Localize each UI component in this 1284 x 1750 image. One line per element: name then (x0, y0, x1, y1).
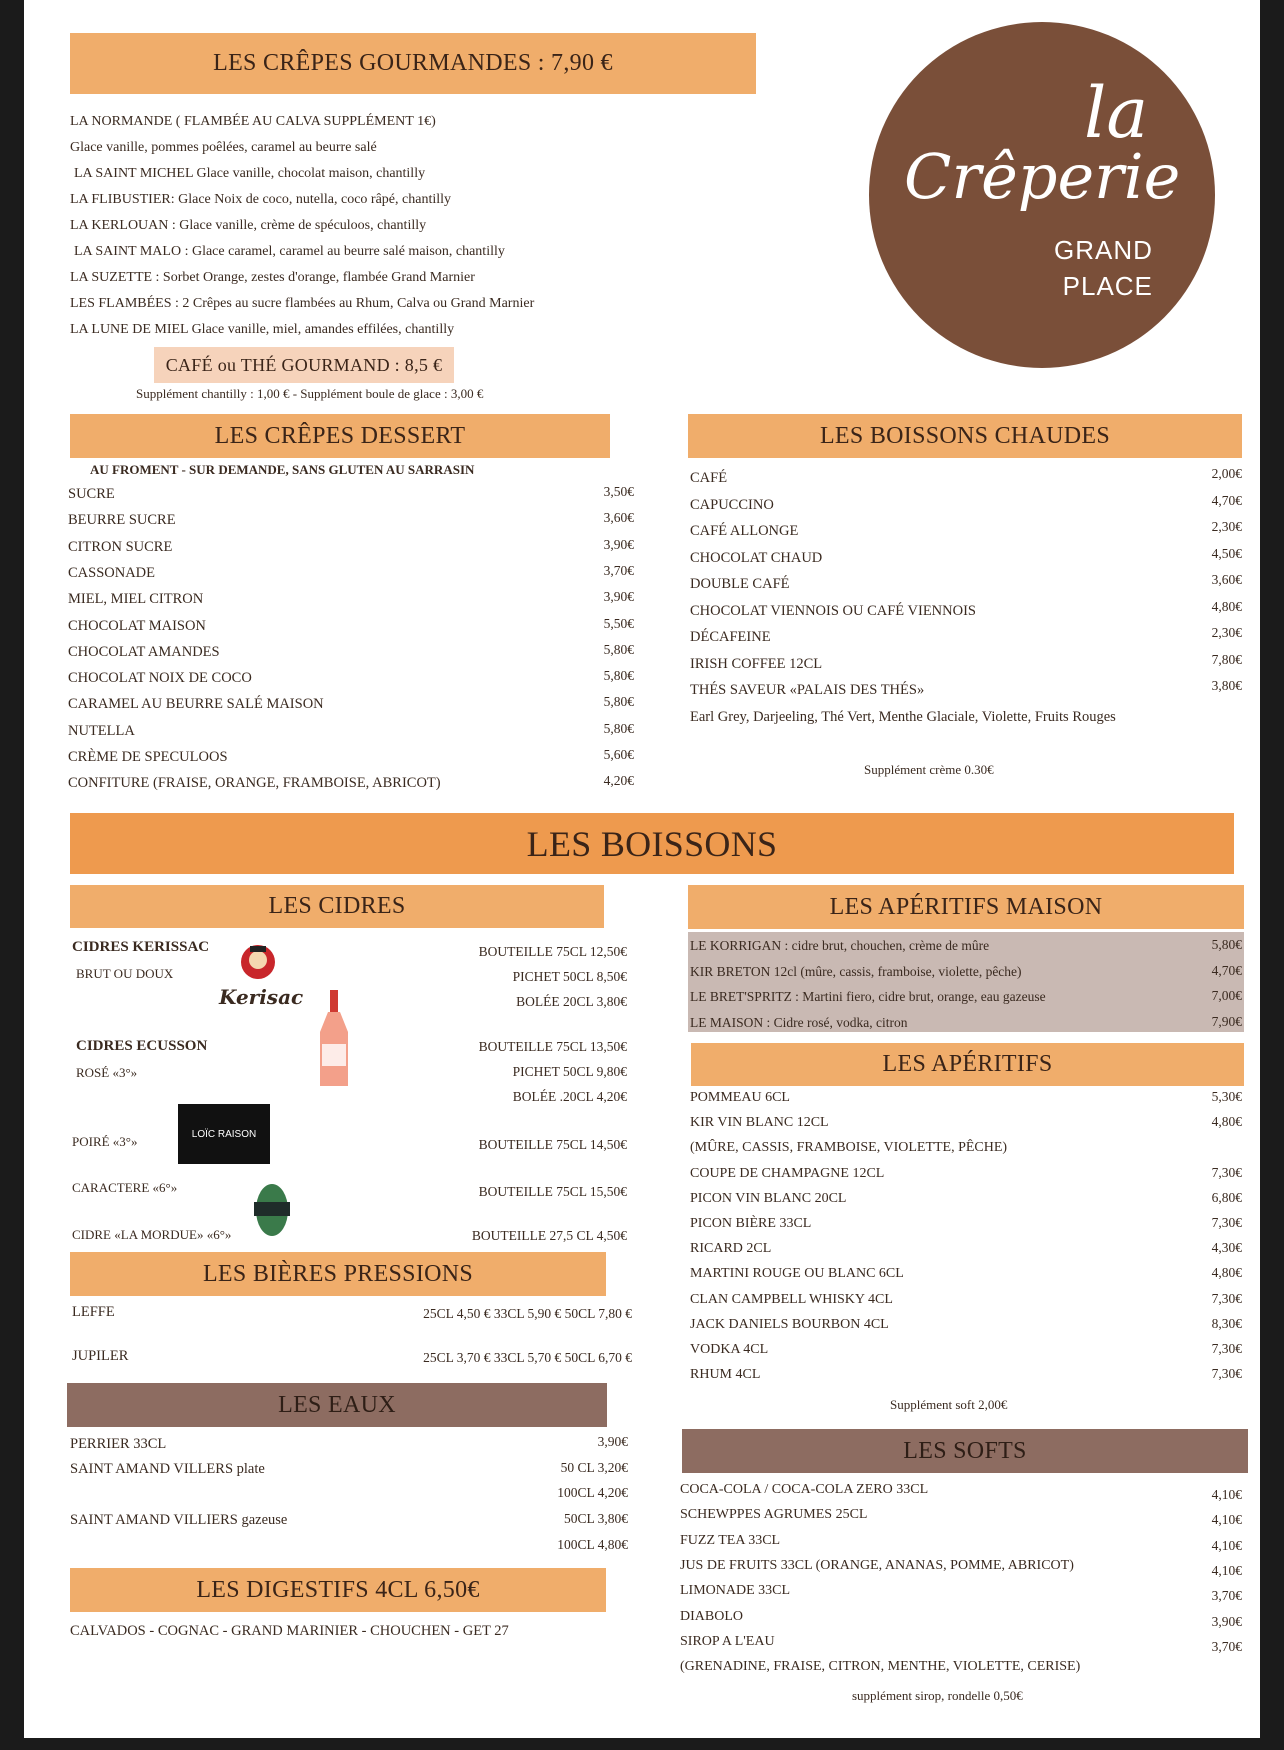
aperitif-item-price: 7,30€ (1211, 1290, 1242, 1306)
mordue-label: CIDRE «LA MORDUE» «6°» (72, 1227, 232, 1242)
ecusson-sub: ROSÉ «3°» (76, 1065, 138, 1080)
kerissac-price: BOLÉE 20CL 3,80€ (516, 994, 627, 1009)
chaudes-item-price: 7,80€ (1211, 651, 1242, 667)
ecusson-bottle-icon (316, 988, 352, 1090)
dessert-item-name: CHOCOLAT AMANDES (68, 643, 220, 660)
mordue-price: BOUTEILLE 27,5 CL 4,50€ (471, 1228, 627, 1243)
menu-page (24, 0, 1260, 1738)
dessert-item-name: SUCRE (68, 486, 115, 502)
maison-item-price: 7,90€ (1211, 1013, 1242, 1029)
gourmandes-item: LES FLAMBÉES : 2 Crêpes au sucre flambées au Rhum, Calva ou Grand Marnier (70, 296, 535, 311)
boissons-title: LES BOISSONS (70, 813, 1234, 874)
gourmandes-item: LA SUZETTE : Sorbet Orange, zestes d'orange, flambée Grand Marnier (70, 270, 475, 285)
loic-raison-logo (178, 1104, 270, 1164)
kerissac-price: BOUTEILLE 75CL 12,50€ (478, 944, 627, 959)
dessert-item-price: 3,90€ (603, 536, 634, 552)
softs-supplement: supplément sirop, rondelle 0,50€ (852, 1688, 1023, 1703)
kerissac-title: CIDRES KERISSAC (72, 939, 210, 955)
biere-price: 25CL 4,50 € 33CL 5,90 € 50CL 7,80 € (423, 1306, 632, 1321)
aperitif-item-price: 7,30€ (1211, 1366, 1242, 1382)
gourmandes-item: LA SAINT MICHEL Glace vanille, chocolat maison, chantilly (74, 166, 426, 181)
aperitif-item-name: RHUM 4CL (690, 1367, 761, 1383)
dessert-item-price: 3,70€ (603, 562, 634, 578)
perrier-price: 3,90€ (597, 1434, 628, 1449)
chaudes-item-name: CHOCOLAT VIENNOIS OU CAFÉ VIENNOIS (690, 602, 976, 619)
logo-grand-place (1054, 232, 1153, 304)
logo-creperie-text: Crêperie (904, 140, 1181, 213)
soft-item-price: 4,10€ (1211, 1537, 1242, 1553)
dessert-item-name: NUTELLA (68, 722, 135, 739)
aperitif-item-price: 7,30€ (1211, 1164, 1242, 1180)
dessert-item-price: 5,80€ (603, 668, 634, 684)
gourmandes-item: LA NORMANDE ( FLAMBÉE AU CALVA SUPPLÉMENT 1€) (70, 114, 436, 129)
chaudes-item-price: 4,50€ (1211, 545, 1242, 561)
dessert-item-price: 5,80€ (603, 641, 634, 657)
logo-la-text: la (1084, 72, 1149, 154)
kerissac-badge-icon (238, 940, 278, 984)
dessert-item-name: MIEL, MIEL CITRON (68, 591, 204, 608)
kerissac-price: PICHET 50CL 8,50€ (512, 969, 627, 984)
dessert-item-price: 5,80€ (603, 720, 634, 736)
gourmandes-title: LES CRÊPES GOURMANDES : 7,90 € (70, 33, 756, 94)
plate-price-50: 50 CL 3,20€ (560, 1460, 628, 1475)
softs-title: LES SOFTS (682, 1429, 1248, 1473)
ecusson-price: BOLÉE .20CL 4,20€ (512, 1089, 627, 1104)
gourmandes-item: LA LUNE DE MIEL Glace vanille, miel, amandes effilées, chantilly (70, 322, 455, 337)
ecusson-price: BOUTEILLE 75CL 13,50€ (478, 1039, 627, 1054)
soft-item-name: SIROP A L'EAU (680, 1633, 775, 1649)
aperitif-item-name: COUPE DE CHAMPAGNE 12CL (690, 1165, 885, 1181)
aperitif-item-price: 4,80€ (1211, 1265, 1242, 1281)
aperitif-item-price: 7,30€ (1211, 1215, 1242, 1230)
chaudes-item-price: 3,60€ (1211, 572, 1242, 587)
aperitif-item-price: 7,30€ (1211, 1341, 1242, 1356)
maison-item-price: 5,80€ (1211, 937, 1242, 952)
chaudes-item-name: CAFÉ ALLONGE (690, 523, 799, 539)
aperitif-item-name: MARTINI ROUGE OU BLANC 6CL (690, 1266, 904, 1282)
digestifs-list: CALVADOS - COGNAC - GRAND MARINIER - CHOUCHEN - GET 27 (70, 1623, 509, 1639)
chaudes-item-price: 4,80€ (1211, 598, 1242, 614)
chaudes-item-name: CAFÉ (690, 470, 728, 486)
dessert-item-price: 5,60€ (603, 747, 634, 762)
chaudes-supplement: Supplément crème 0.30€ (864, 762, 994, 777)
aperitif-item-price: 6,80€ (1211, 1189, 1242, 1205)
aperitif-item-name: VODKA 4CL (690, 1342, 769, 1357)
biere-price: 25CL 3,70 € 33CL 5,70 € 50CL 6,70 € (423, 1350, 632, 1365)
maison-item-name: LE KORRIGAN : cidre brut, chouchen, crème de mûre (690, 938, 990, 953)
gazeuse-price-50: 50CL 3,80€ (564, 1511, 628, 1526)
perrier-label: PERRIER 33CL (70, 1436, 167, 1452)
chaudes-item-name: DÉCAFEINE (690, 629, 771, 645)
biere-name: LEFFE (72, 1304, 115, 1320)
poire-price: BOUTEILLE 75CL 14,50€ (478, 1137, 627, 1152)
aperitif-item-name: PICON VIN BLANC 20CL (690, 1190, 847, 1206)
dessert-item-price: 3,60€ (603, 510, 634, 526)
plate-price-100: 100CL 4,20€ (557, 1485, 628, 1500)
biere-name: JUPILER (72, 1348, 129, 1364)
dessert-item-name: BEURRE SUCRE (68, 512, 176, 529)
dessert-item-price: 3,90€ (603, 589, 634, 605)
ecusson-price: PICHET 50CL 9,80€ (512, 1064, 627, 1079)
aperitif-item-name: RICARD 2CL (690, 1241, 772, 1257)
chaudes-item-name: CHOCOLAT CHAUD (690, 549, 823, 566)
kerissac-brand: Kerisac (219, 985, 304, 1009)
aperitif-item-name: JACK DANIELS BOURBON 4CL (690, 1316, 889, 1332)
dessert-subtitle: AU FROMENT - SUR DEMANDE, SANS GLUTEN AU SARRASIN (90, 462, 475, 477)
caractere-price: BOUTEILLE 75CL 15,50€ (478, 1184, 627, 1199)
logo-place: PLACE (1062, 271, 1153, 301)
dessert-item-name: CARAMEL AU BEURRE SALÉ MAISON (68, 696, 324, 713)
aperitif-item-price: 8,30€ (1211, 1315, 1242, 1331)
aperitifs-supplement: Supplément soft 2,00€ (890, 1397, 1008, 1412)
aperitif-item-name: KIR VIN BLANC 12CL (690, 1115, 829, 1131)
chaudes-item-price: 3,80€ (1211, 678, 1242, 693)
gourmandes-item: LA KERLOUAN : Glace vanille, crème de spéculoos, chantilly (70, 218, 427, 233)
digestifs-title: LES DIGESTIFS 4CL 6,50€ (70, 1568, 606, 1612)
soft-item-name: FUZZ TEA 33CL (680, 1532, 781, 1548)
aperitifs-maison-title: LES APÉRITIFS MAISON (688, 885, 1244, 929)
aperitif-item-name: POMMEAU 6CL (690, 1090, 790, 1105)
soft-item-price: 4,10€ (1211, 1512, 1242, 1528)
dessert-item-name: CRÈME DE SPECULOOS (68, 749, 228, 765)
chaudes-item-price: 2,00€ (1211, 466, 1242, 481)
dessert-title: LES CRÊPES DESSERT (70, 414, 610, 458)
soft-item-name: COCA-COLA / COCA-COLA ZERO 33CL (680, 1482, 929, 1497)
aperitif-item-price: 4,30€ (1211, 1240, 1242, 1256)
cafe-gourmand: CAFÉ ou THÉ GOURMAND : 8,5 € (154, 347, 454, 383)
soft-item-price: 4,10€ (1211, 1562, 1242, 1578)
gazeuse-label: SAINT AMAND VILLIERS gazeuse (70, 1512, 288, 1528)
dessert-item-name: CITRON SUCRE (68, 538, 173, 555)
chaudes-item-name: IRISH COFFEE 12CL (690, 655, 823, 672)
dessert-item-price: 5,80€ (603, 694, 634, 710)
poire-label: POIRÉ «3°» (72, 1134, 138, 1149)
soft-item-name: SCHEWPPES AGRUMES 25CL (680, 1507, 868, 1523)
maison-item-name: LE BRET'SPRITZ : Martini fiero, cidre brut, orange, eau gazeuse (690, 989, 1046, 1004)
soft-item-price: 3,70€ (1211, 1588, 1242, 1604)
maison-item-name: KIR BRETON 12cl (mûre, cassis, framboise, violette, pêche) (690, 963, 1022, 979)
chaudes-item-name: THÉS SAVEUR «PALAIS DES THÉS» (690, 682, 925, 698)
chaudes-item-name: DOUBLE CAFÉ (690, 576, 790, 592)
kerissac-sub: BRUT OU DOUX (76, 966, 174, 981)
chaudes-title: LES BOISSONS CHAUDES (688, 414, 1242, 458)
aperitif-item-price: 4,80€ (1211, 1114, 1242, 1130)
dessert-item-price: 4,20€ (603, 773, 634, 789)
soft-item-name: DIABOLO (680, 1608, 743, 1624)
gourmandes-item: LA SAINT MALO : Glace caramel, caramel au beurre salé maison, chantilly (74, 244, 505, 259)
chaudes-teas: Earl Grey, Darjeeling, Thé Vert, Menthe Glaciale, Violette, Fruits Rouges (690, 709, 1116, 725)
soft-item-name: LIMONADE 33CL (680, 1583, 791, 1599)
soft-item-name: JUS DE FRUITS 33CL (ORANGE, ANANAS, POMME, ABRICOT) (680, 1557, 1074, 1573)
loic-raison-text: LOÏC RAISON (191, 1128, 257, 1140)
aperitifs-title: LES APÉRITIFS (691, 1043, 1244, 1086)
chaudes-item-name: CAPUCCINO (690, 496, 774, 513)
gourmandes-item: Glace vanille, pommes poêlées, caramel au beurre salé (70, 140, 377, 155)
dessert-item-name: CHOCOLAT MAISON (68, 617, 206, 634)
bieres-title: LES BIÈRES PRESSIONS (70, 1252, 606, 1296)
plate-label: SAINT AMAND VILLERS plate (70, 1461, 265, 1477)
eaux-title: LES EAUX (67, 1383, 607, 1427)
aperitif-item-name: CLAN CAMPBELL WHISKY 4CL (690, 1291, 893, 1307)
gourmandes-supplement: Supplément chantilly : 1,00 € - Supplément boule de glace : 3,00 € (136, 386, 484, 401)
dessert-item-price: 3,50€ (603, 484, 634, 499)
aperitif-item-name: (MÛRE, CASSIS, FRAMBOISE, VIOLETTE, PÊCHE) (690, 1140, 1008, 1156)
soft-item-price: 3,90€ (1211, 1613, 1242, 1629)
la-mordue-badge-icon (250, 1180, 294, 1240)
dessert-item-name: CASSONADE (68, 564, 156, 581)
aperitif-item-name: PICON BIÈRE 33CL (690, 1216, 812, 1231)
chaudes-item-price: 2,30€ (1211, 519, 1242, 534)
soft-item-price: 4,10€ (1211, 1487, 1242, 1502)
maison-item-price: 7,00€ (1211, 988, 1242, 1003)
dessert-item-price: 5,50€ (603, 615, 634, 631)
gourmandes-item: LA FLIBUSTIER: Glace Noix de coco, nutella, coco râpé, chantilly (70, 192, 452, 207)
chaudes-item-price: 2,30€ (1211, 625, 1242, 640)
dessert-item-name: CONFITURE (FRAISE, ORANGE, FRAMBOISE, ABRICOT) (68, 775, 441, 792)
chaudes-item-price: 4,70€ (1211, 492, 1242, 508)
soft-item-price: 3,70€ (1211, 1638, 1242, 1654)
maison-item-name: LE MAISON : Cidre rosé, vodka, citron (690, 1014, 908, 1030)
ecusson-title: CIDRES ECUSSON (76, 1038, 208, 1054)
soft-item-name: (GRENADINE, FRAISE, CITRON, MENTHE, VIOLETTE, CERISE) (680, 1659, 1081, 1675)
gazeuse-price-100: 100CL 4,80€ (557, 1537, 628, 1552)
caractere-label: CARACTERE «6°» (72, 1180, 178, 1195)
logo-grand: GRAND (1054, 235, 1153, 265)
cidres-title: LES CIDRES (70, 885, 604, 928)
dessert-item-name: CHOCOLAT NOIX DE COCO (68, 670, 252, 687)
aperitif-item-price: 5,30€ (1211, 1089, 1242, 1104)
maison-item-price: 4,70€ (1211, 962, 1242, 978)
